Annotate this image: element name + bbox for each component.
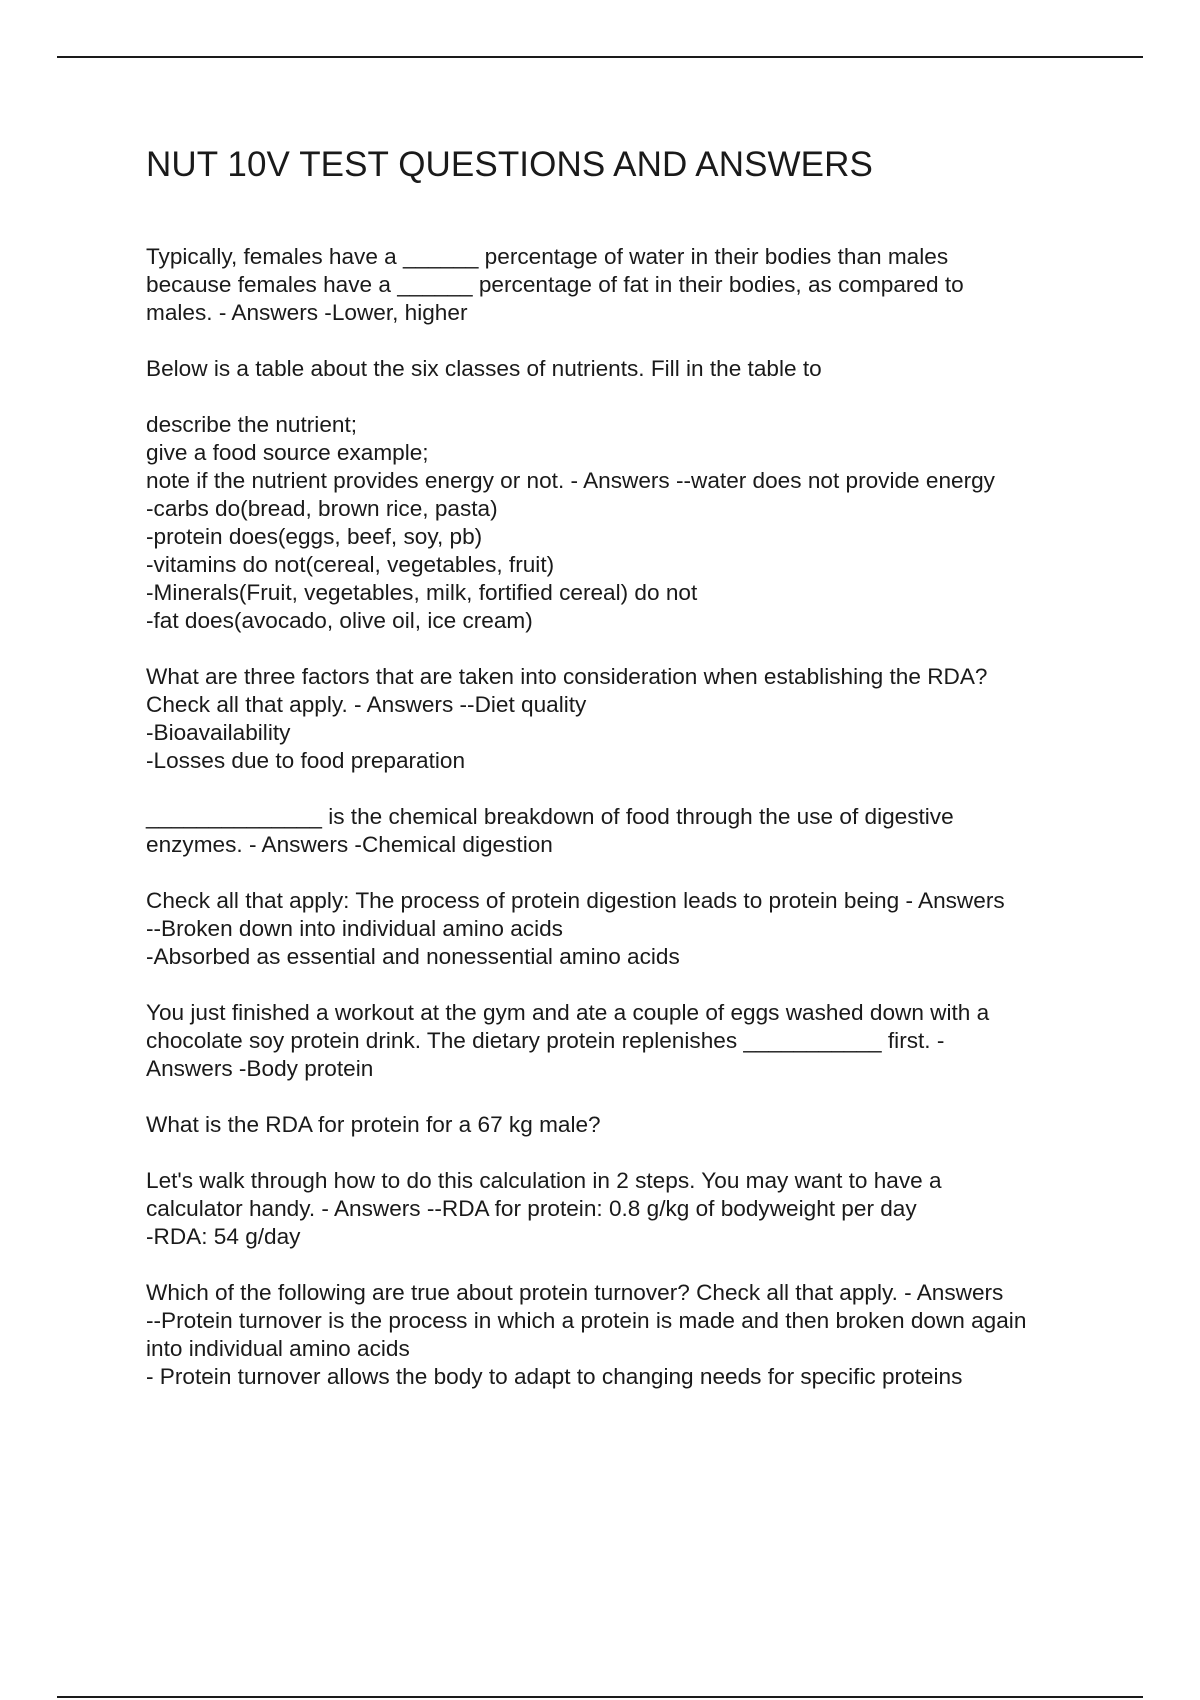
question-chemical-digestion: ______________ is the chemical breakdown of food through the use of digestive enzymes. - Answers -Chemical digestion (146, 804, 954, 857)
question-nutrient-table-answers: describe the nutrient; give a food source example; note if the nutrient provides energy or not. - Answers --water does not provide energy -carbs do(bread, brown rice, pasta) -protein does(eggs, beef, soy, pb) -vitamins do not(cereal, vegetables, fruit) -Minerals(Fruit, vegetables, milk, fortified cereal) do not -fat does(avocado, olive oil, ice cream) (146, 412, 995, 633)
question-workout-protein: You just finished a workout at the gym and ate a couple of eggs washed down with a chocolate soy protein drink. The dietary protein replenishes ___________ first. - Answers -Body protein (146, 1000, 990, 1081)
question-nutrient-table-intro: Below is a table about the six classes of nutrients. Fill in the table to (146, 356, 822, 381)
question-protein-digestion: Check all that apply: The process of protein digestion leads to protein being - Answers --Broken down into individual amino acids -Absorbed as essential and nonessential amino acids (146, 888, 1005, 969)
page-title: NUT 10V TEST QUESTIONS AND ANSWERS (146, 145, 873, 184)
question-protein-turnover: Which of the following are true about protein turnover? Check all that apply. - Answers --Protein turnover is the process in which a protein is made and then broken down again into individual amino acids - Protein turnover allows the body to adapt to changing needs for specific proteins (146, 1280, 1027, 1389)
question-water-fat: Typically, females have a ______ percentage of water in their bodies than males because females have a ______ percentage of fat in their bodies, as compared to males. - Answers -Lower, higher (146, 244, 964, 325)
document-body (146, 243, 1096, 1419)
question-rda-calculation: Let's walk through how to do this calculation in 2 steps. You may want to have a calculator handy. - Answers --RDA for protein: 0.8 g/kg of bodyweight per day -RDA: 54 g/day (146, 1168, 942, 1249)
question-rda-factors: What are three factors that are taken into consideration when establishing the RDA? Check all that apply. - Answers --Diet quality -Bioavailability -Losses due to food preparation (146, 664, 988, 773)
header-rule (57, 56, 1143, 58)
question-rda-protein: What is the RDA for protein for a 67 kg male? (146, 1112, 601, 1137)
footer-rule (57, 1696, 1143, 1698)
